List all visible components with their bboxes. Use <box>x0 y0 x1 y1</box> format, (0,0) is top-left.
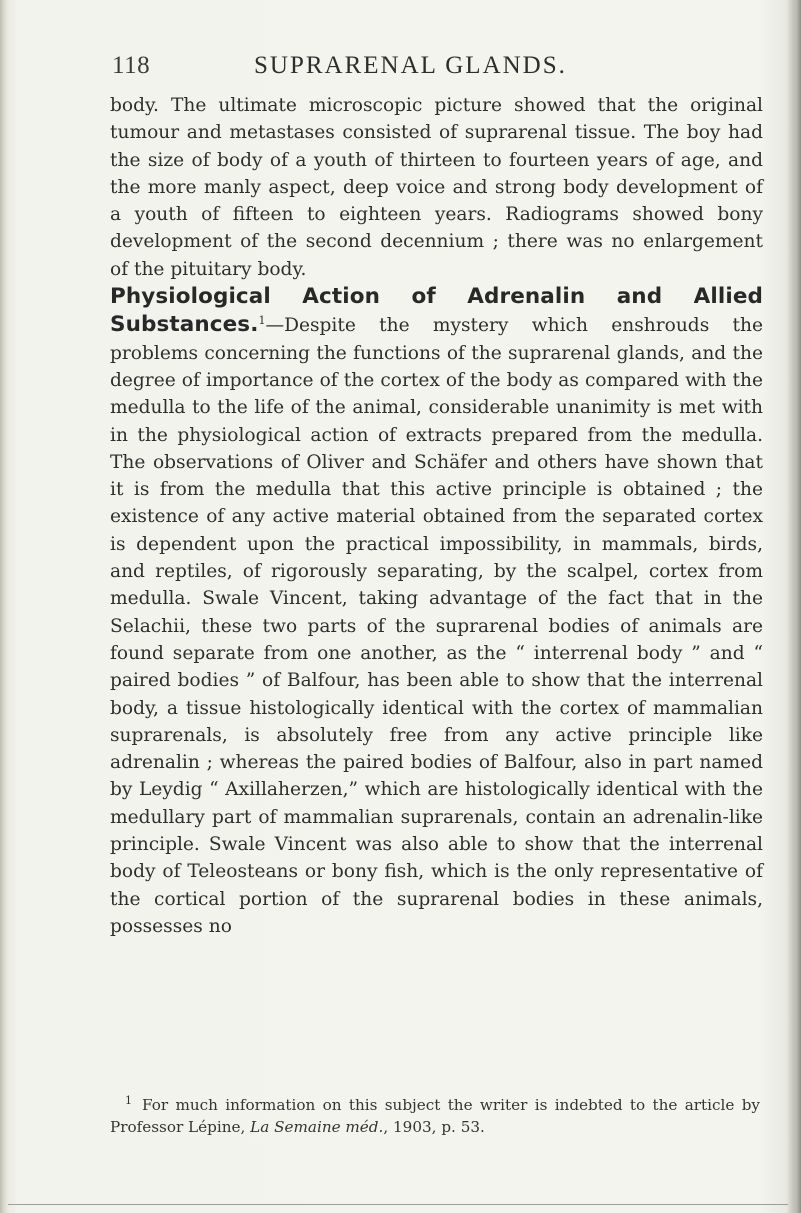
section-text: —Despite the mystery which enshrouds the problems concerning the functions of the suprarenal glands, and the degree of importance of the cortex of the body as compared with the medulla to the life of the animal, considerable unanimity is met with in the physiological action of extracts prepared from the medulla. The observations of Oliver and Schäfer and others have shown that it is from the medulla that this active principle is obtained ; the existence of any active material obtained from the separated cortex is dependent upon the practical impossibility, in mammals, birds, and reptiles, of rigorously separating, by the scalpel, cortex from medulla. Swale Vincent, taking advantage of the fact that in the Selachii, these two parts of the suprarenal bodies of animals are found separate from one another, as the “ interrenal body ” and “ paired bodies ” of Balfour, has been able to show that the interrenal body, a tissue histologically identical with the cortex of mammalian suprarenals, is absolutely free from any active principle like adrenalin ; whereas the paired bodies of Balfour, also in part named by Leydig “ Axillaherzen,” which are histologically identical with the medullary part of mammalian suprarenals, contain an adrenalin-like principle. Swale Vincent was also able to show that the interrenal body of Teleosteans or bony fish, which is the only representative of the cortical portion of the suprarenal bodies in these animals, possesses no <box>110 315 763 937</box>
footnote-reference: 1 <box>258 314 266 328</box>
footnote <box>110 1094 760 1138</box>
section-paragraph <box>110 283 763 940</box>
running-head: SUPRARENAL GLANDS. <box>254 52 567 79</box>
page-header <box>0 52 801 82</box>
opening-paragraph: body. The ultimate microscopic picture showed that the original tumour and metastases consisted of suprarenal tissue. The boy had the size of body of a youth of thirteen to fourteen years of age, and the more manly aspect, deep voice and strong body development of a youth of fifteen to eighteen years. Radiograms showed bony development of the second decennium ; there was no enlargement of the pituitary body. <box>110 95 763 280</box>
page-number: 118 <box>112 52 151 79</box>
left-page-edge <box>0 0 8 1213</box>
footnote-italic-journal: La Semaine méd. <box>250 1118 384 1136</box>
right-page-edge <box>787 0 801 1213</box>
footnote-mark: 1 <box>125 1093 132 1107</box>
bottom-page-edge <box>8 1204 788 1205</box>
section-heading: Physiological Action of Adrenalin and Allied Substances. <box>110 284 763 338</box>
footnote-text-before: For much information on this subject the writer is indebted to the article by Professor Lépine, <box>110 1096 760 1136</box>
footnote-text-after: , 1903, p. 53. <box>383 1118 485 1136</box>
main-text <box>110 92 763 940</box>
